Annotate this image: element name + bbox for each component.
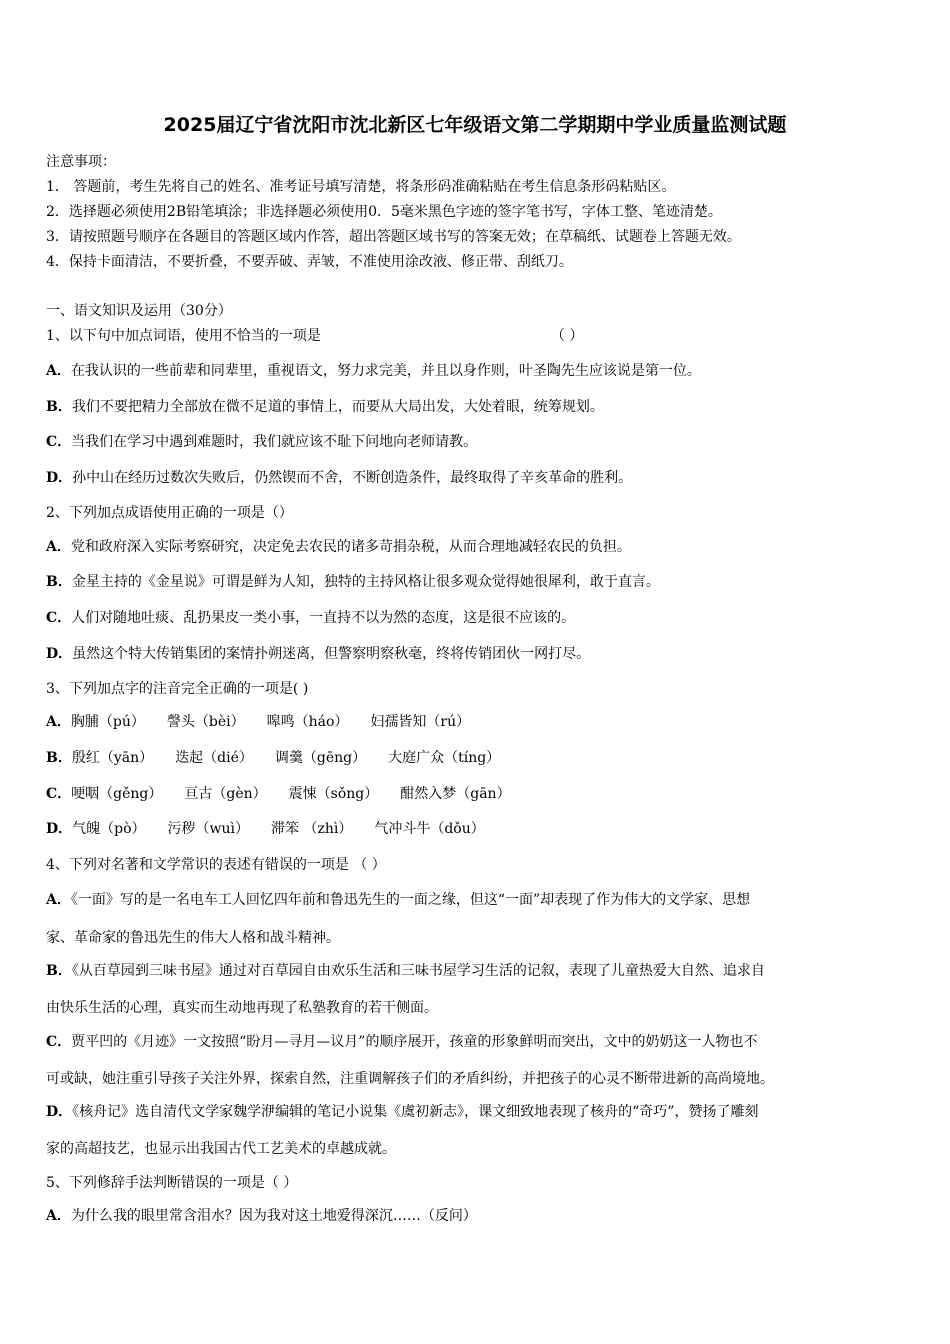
question-2-stem: 2、下列加点成语使用正确的一项是（） [46,505,293,521]
notice-item: 1． 答题前，考生先将自己的姓名、准考证号填写清楚，将条形码准确粘贴在考生信息条形码粘贴区。 [46,179,676,195]
option-word: 气魄（pò） [72,821,146,837]
option-row [46,784,511,804]
option-label: A． [46,539,71,555]
option-word: 妇孺皆知（rú） [370,714,471,730]
option-text: 为什么我的眼里常含泪水？因为我对这土地爱得深沉……（反问） [70,1208,477,1224]
option-label: D． [46,470,73,486]
option-row [46,361,701,381]
option-label: B． [46,574,72,590]
question-4-stem: 4、下列对名著和文学常识的表述有错误的一项是 （ ） [46,857,386,873]
option-continuation: 由快乐生活的心理，真实而生动地再现了私塾教育的若干侧面。 [46,1000,438,1016]
option-label: A． [46,714,71,730]
option-text: 《从百草园到三味书屋》通过对百草园自由欢乐生活和三味书屋学习生活的记叙，表现了儿童热爱大自然、追求自 [71,963,765,979]
option-label: C． [46,610,72,626]
option-row [46,961,765,981]
option-label: D． [46,646,73,662]
option-continuation: 家的高超技艺，也显示出我国古代工艺美术的卓越成就。 [46,1141,396,1157]
option-label: A． [46,363,71,379]
option-row [46,537,631,557]
option-row [46,819,485,839]
notice-item: 3．请按照题号顺序在各题目的答题区域内作答，超出答题区域书写的答案无效；在草稿纸、试题卷上答题无效。 [46,229,741,245]
notice-item: 4．保持卡面清洁，不要折叠，不要弄破、弄皱，不准使用涂改液、修正带、刮纸刀。 [46,254,573,270]
question-1-stem [46,326,583,346]
notice-item: 2．选择题必须使用2B铅笔填涂；非选择题必须使用0．5毫米黑色字迹的签字笔书写，字体工整、笔迹清楚。 [46,204,722,220]
option-label: A． [46,892,71,908]
option-text: 人们对随地吐痰、乱扔果皮一类小事，一直持不以为然的态度，这是很不应该的。 [71,610,576,626]
option-label: A． [46,1208,71,1224]
option-text: 我们不要把精力全部放在微不足道的事情上，而要从大局出发，大处着眼，统筹规划。 [71,399,604,415]
option-word: 迭起（dié） [175,750,253,766]
question-stem-text: 1、以下句中加点词语，使用不恰当的一项是 [46,328,321,344]
option-row [46,890,750,910]
option-text: 当我们在学习中遇到难题时，我们就应该不耻下问地向老师请教。 [71,434,478,450]
option-row [46,608,575,628]
option-word: 亘古（gèn） [184,786,267,802]
option-word: 大庭广众（tíng） [388,750,501,766]
answer-paren: （ ） [550,328,584,344]
option-continuation: 可或缺，她注重引导孩子关注外界，探索自然，注重调解孩子们的矛盾纠纷，并把孩子的心灵不断带进新的高尚境地。 [46,1071,774,1087]
option-text: 贾平凹的《月迹》一文按照“盼月—寻月—议月”的顺序展开，孩童的形象鲜明而突出，文中的奶奶这一人物也不 [71,1034,758,1050]
option-row [46,572,660,592]
option-text: 孙中山在经历过数次失败后，仍然锲而不舍，不断创造条件，最终取得了辛亥革命的胜利。 [72,470,633,486]
option-word: 调羹（gēng） [274,750,367,766]
option-row [46,397,604,417]
option-label: B． [46,399,72,415]
option-text: 《核舟记》选自清代文学家魏学洢编辑的笔记小说集《虞初新志》，课文细致地表现了核舟的“奇巧”，赞扬了雕刻 [72,1104,759,1120]
question-3-stem: 3、下列加点字的注音完全正确的一项是( ) [46,681,309,697]
option-label: C． [46,434,72,450]
option-label: C． [46,786,72,802]
option-label: B． [46,963,72,979]
option-word: 殷红（yān） [71,750,154,766]
option-word: 哽咽（gěng） [71,786,163,802]
option-row [46,644,590,664]
page-title: 2025届辽宁省沈阳市沈北新区七年级语文第二学期期中学业质量监测试题 [163,114,787,136]
option-label: D． [46,821,73,837]
option-word: 震悚（sǒng） [288,786,379,802]
option-row [46,432,477,452]
option-text: 在我认识的一些前辈和同辈里，重视语文，努力求完美，并且以身作则，叶圣陶先生应该说是第一位。 [70,363,701,379]
option-text: 党和政府深入实际考察研究，决定免去农民的诸多苛捐杂税，从而合理地减轻农民的负担。 [70,539,631,555]
option-label: C． [46,1034,72,1050]
option-word: 酣然入梦（gān） [400,786,511,802]
option-row [46,748,500,768]
option-word: 胸脯（pú） [70,714,145,730]
notice-heading: 注意事项： [46,154,116,170]
question-5-stem: 5、下列修辞手法判断错误的一项是（ ） [46,1175,298,1191]
option-text: 《一面》写的是一名电车工人回忆四年前和鲁迅先生的一面之缘，但这“一面”却表现了作为伟大的文学家、思想 [70,892,751,908]
section-heading: 一、语文知识及运用（30分） [46,303,232,319]
option-word: 污秽（wuì） [167,821,250,837]
option-word: 嗥鸣（háo） [266,714,349,730]
option-text: 虽然这个特大传销集团的案情扑朔迷离，但警察明察秋毫，终将传销团伙一网打尽。 [72,646,591,662]
option-word: 滞笨 （zhì） [271,821,353,837]
option-label: D． [46,1104,73,1120]
option-row [46,1102,758,1122]
option-word: 謦头（bèi） [166,714,245,730]
option-word: 气冲斗牛（dǒu） [374,821,485,837]
option-continuation: 家、革命家的鲁迅先生的伟大人格和战斗精神。 [46,930,340,946]
option-row [46,468,632,488]
option-row [46,1032,757,1052]
option-text: 金星主持的《金星说》可谓是鲜为人知，独特的主持风格让很多观众觉得她很犀利，敢于直言。 [71,574,660,590]
option-row [46,1206,477,1226]
option-label: B． [46,750,72,766]
option-row [46,712,470,732]
